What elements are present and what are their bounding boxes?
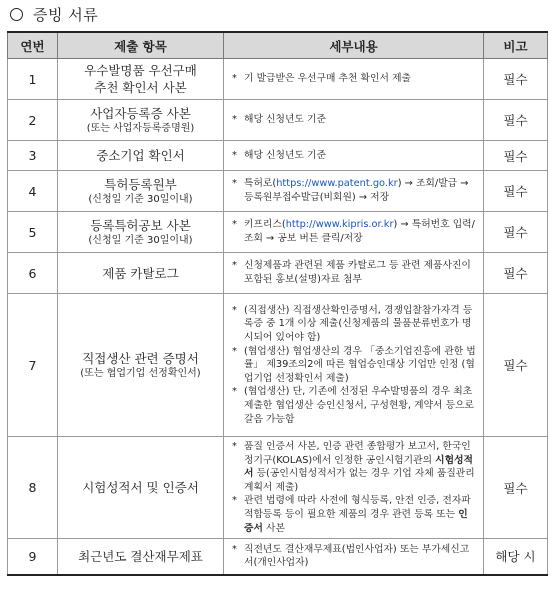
bullet-asterisk: *	[232, 386, 237, 398]
detail-text-part: 특허로(	[244, 178, 277, 190]
detail-text-part: 직전년도 결산재무제표(법인사업자) 또는 부가세신고서(개인사업자)	[244, 543, 470, 569]
table-row	[8, 212, 548, 253]
row-note: 필수	[484, 212, 548, 253]
detail-text	[244, 304, 477, 345]
row-item	[58, 59, 224, 100]
detail-text-part: ) → 특허번호 입력/조회 → 공보 버튼 클릭/저장	[244, 219, 475, 244]
row-note: 필수	[484, 59, 548, 100]
row-item-line: 시험성적서 및 인증서	[82, 480, 199, 496]
detail-bullet-item	[232, 218, 477, 245]
detail-text-part: 시험성적서	[244, 454, 474, 480]
section-title-text: 증빙 서류	[33, 6, 99, 24]
detail-text	[244, 259, 477, 286]
section-title	[10, 4, 98, 25]
header-item: 제출 항목	[58, 32, 224, 59]
detail-text-part: 해당 신청년도 기준	[244, 114, 326, 126]
detail-text-part: 기 발급받은 우선구매 추천 확인서 제출	[244, 73, 411, 85]
detail-text	[244, 177, 477, 204]
row-item	[58, 141, 224, 171]
row-note: 필수	[484, 100, 548, 141]
bullet-asterisk: *	[232, 495, 237, 507]
row-number: 4	[8, 171, 58, 212]
row-number: 7	[8, 294, 58, 437]
detail-text	[244, 440, 477, 494]
row-item	[58, 100, 224, 141]
row-detail	[224, 100, 484, 141]
detail-text-part: 키프리스(	[244, 219, 286, 231]
detail-text	[244, 345, 477, 386]
detail-bullet-item	[232, 440, 477, 494]
row-detail	[224, 253, 484, 294]
detail-text	[244, 72, 411, 86]
detail-text	[244, 113, 326, 127]
bullet-asterisk: *	[232, 73, 237, 85]
row-note: 필수	[484, 141, 548, 171]
row-detail	[224, 212, 484, 253]
detail-text-part: 해당 신청년도 기준	[244, 149, 326, 161]
bullet-asterisk: *	[232, 178, 237, 190]
row-note: 필수	[484, 437, 548, 539]
row-detail	[224, 437, 484, 539]
table-row	[8, 294, 548, 437]
row-number: 9	[8, 539, 58, 575]
detail-bullet-item	[232, 543, 477, 570]
header-no: 연번	[8, 32, 58, 59]
row-note: 필수	[484, 294, 548, 437]
row-item-line: 최근년도 결산재무제표	[78, 548, 203, 564]
table-row	[8, 100, 548, 141]
bullet-asterisk: *	[232, 345, 237, 357]
row-note: 해당 시	[484, 539, 548, 575]
detail-text-part: 신청제품과 관련된 제품 카탈로그 등 관련 제품사진이 포함된 홍보(설명)자료 첨부	[244, 260, 471, 285]
row-item-line: 중소기업 확인서	[96, 148, 185, 163]
table-row	[8, 539, 548, 575]
detail-link[interactable]: http://www.kipris.or.kr	[285, 219, 394, 231]
detail-bullet-item	[232, 149, 477, 163]
row-item-line: 추천 확인서 사본	[94, 80, 187, 95]
row-note: 필수	[484, 253, 548, 294]
detail-link[interactable]: https://www.patent.go.kr	[276, 178, 398, 190]
bullet-asterisk: *	[232, 304, 237, 316]
detail-text-part: (협업생산) 협업생산의 경우 「중소기업진흥에 관한 법률」 제39조의2에 따른 협업승인대상 기업만 인정 (협업기업 선정확인서 제출)	[244, 345, 476, 384]
table-row	[8, 141, 548, 171]
detail-text	[244, 149, 326, 163]
row-item-line: 직접생산 관련 증명서	[82, 350, 199, 366]
detail-text-part: 관련 법령에 따라 사전에 형식등록, 안전 인증, 전자파적합등록 등이 필요한 제품의 경우 관련 등록 또는	[244, 495, 471, 520]
table-row	[8, 171, 548, 212]
bullet-asterisk: *	[232, 114, 237, 126]
detail-text	[244, 543, 477, 570]
row-item	[58, 539, 224, 575]
row-detail	[224, 59, 484, 100]
row-item-subtext: (신청일 기준 30일이내)	[88, 234, 193, 246]
bullet-asterisk: *	[232, 543, 237, 555]
row-item-line: 등록특허공보 사본	[90, 217, 191, 233]
row-item-line: 우수발명품 우선구매	[84, 63, 197, 78]
table-header-row	[8, 32, 548, 59]
row-item	[58, 171, 224, 212]
row-item	[58, 437, 224, 539]
row-detail	[224, 141, 484, 171]
detail-bullet-item	[232, 72, 477, 86]
detail-text	[244, 494, 477, 535]
row-note: 필수	[484, 171, 548, 212]
row-item	[58, 212, 224, 253]
detail-text-part: (협업생산) 단, 기존에 선정된 우수발명품의 경우 최초 제출한 협업생산 승인신청서, 구성현황, 계약서 등으로 갈음 가능함	[244, 386, 475, 425]
header-note: 비고	[484, 32, 548, 59]
row-item	[58, 253, 224, 294]
row-item-line: 제품 카탈로그	[102, 265, 179, 281]
row-number: 6	[8, 253, 58, 294]
bullet-asterisk: *	[232, 149, 237, 161]
bullet-asterisk: *	[232, 441, 237, 452]
row-detail	[224, 171, 484, 212]
header-detail: 세부내용	[224, 32, 484, 59]
row-detail	[224, 294, 484, 437]
row-item-line: 특허등록원부	[104, 176, 177, 192]
detail-bullet-item	[232, 259, 477, 286]
detail-bullet-item	[232, 345, 477, 386]
detail-text-part: 인증서	[244, 508, 468, 534]
row-item-subtext: (또는 사업자등록증명원)	[86, 122, 195, 134]
detail-text	[244, 385, 477, 426]
table-row	[8, 437, 548, 539]
detail-bullet-item	[232, 385, 477, 426]
row-detail	[224, 539, 484, 575]
circle-bullet-icon	[10, 8, 23, 21]
row-number: 1	[8, 59, 58, 100]
bullet-asterisk: *	[232, 260, 237, 272]
bullet-asterisk: *	[232, 219, 237, 231]
row-number: 2	[8, 100, 58, 141]
documents-table	[7, 31, 548, 576]
detail-bullet-item	[232, 177, 477, 204]
detail-bullet-item	[232, 113, 477, 127]
row-item	[58, 294, 224, 437]
row-number: 3	[8, 141, 58, 171]
detail-bullet-item	[232, 304, 477, 345]
detail-text-part: 등(공인시험성적서가 없는 경우 기업 자체 품질관리 계획서 제출)	[244, 468, 475, 493]
table-row	[8, 253, 548, 294]
row-number: 8	[8, 437, 58, 539]
table-row	[8, 59, 548, 100]
detail-text	[244, 218, 477, 245]
detail-bullet-item	[232, 494, 477, 535]
row-item-subtext: (신청일 기준 30일이내)	[88, 193, 193, 205]
detail-text-part: (직접생산) 직접생산확인증명서, 경쟁입찰참가자격 등록증 중 1개 이상 제출(신청제품의 물품분류번호가 명시되어 있어야 함)	[244, 304, 473, 344]
row-item-subtext: (또는 협업기업 선정확인서)	[80, 367, 201, 379]
detail-text-part: 품질 인증서 사본, 인증 관련 종합평가 보고서, 한국인정기구(KOLAS)에서 인정한 공인시험기관의	[244, 441, 471, 466]
row-number: 5	[8, 212, 58, 253]
detail-text-part: 사본	[262, 522, 285, 534]
row-item-line: 사업자등록증 사본	[90, 105, 191, 121]
detail-text-part: ) → 조회/발급 → 등록원부접수발급(비회원) → 저장	[244, 178, 469, 203]
